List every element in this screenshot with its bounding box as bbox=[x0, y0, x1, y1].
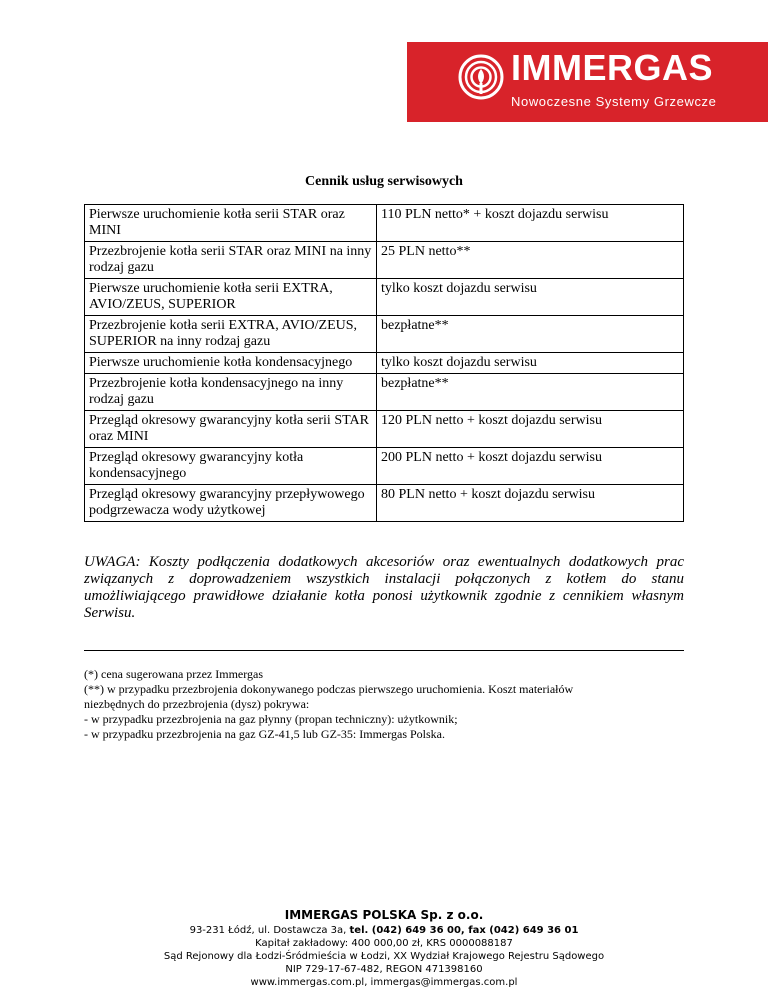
table-row bbox=[85, 411, 684, 448]
table-row bbox=[85, 316, 684, 353]
service-cell: Pierwsze uruchomienie kotła serii STAR oraz MINI bbox=[85, 205, 377, 242]
service-cell: Przezbrojenie kotła serii STAR oraz MINI na inny rodzaj gazu bbox=[85, 242, 377, 279]
footer-address: 93-231 Łódź, ul. Dostawcza 3a, bbox=[189, 925, 350, 936]
flame-logo-icon bbox=[457, 53, 505, 101]
brand-name: IMMERGAS bbox=[511, 47, 713, 88]
table-row bbox=[85, 448, 684, 485]
service-cell: Przegląd okresowy gwarancyjny kotła serii STAR oraz MINI bbox=[85, 411, 377, 448]
price-table bbox=[84, 204, 684, 522]
footer-address-line bbox=[0, 924, 768, 937]
price-cell: 200 PLN netto + koszt dojazdu serwisu bbox=[377, 448, 684, 485]
service-cell: Przegląd okresowy gwarancyjny kotła kondensacyjnego bbox=[85, 448, 377, 485]
table-row bbox=[85, 353, 684, 374]
table-row bbox=[85, 205, 684, 242]
divider-line bbox=[84, 650, 684, 651]
footer-web: www.immergas.com.pl, immergas@immergas.com.pl bbox=[250, 977, 518, 988]
service-cell: Pierwsze uruchomienie kotła kondensacyjnego bbox=[85, 353, 377, 374]
footer-tax-ids: NIP 729-17-67-482, REGON 471398160 bbox=[285, 964, 483, 975]
table-row bbox=[85, 374, 684, 411]
price-cell: 80 PLN netto + koszt dojazdu serwisu bbox=[377, 485, 684, 522]
footer-company-name: IMMERGAS POLSKA Sp. z o.o. bbox=[284, 908, 484, 922]
footer-phone-fax: tel. (042) 649 36 00, fax (042) 649 36 01 bbox=[349, 925, 579, 936]
price-cell: 110 PLN netto* + koszt dojazdu serwisu bbox=[377, 205, 684, 242]
service-cell: Przegląd okresowy gwarancyjny przepływowego podgrzewacza wody użytkowej bbox=[85, 485, 377, 522]
price-cell: bezpłatne** bbox=[377, 316, 684, 353]
warning-note: UWAGA: Koszty podłączenia dodatkowych akcesoriów oraz ewentualnych dodatkowych prac związanych z doprowadzeniem wszystkich instalacji połączonych z kotłem do stanu umożliwiającego prawidłowe działanie kotła ponosi użytkownik zgodnie z cennikiem własnym Serwisu. bbox=[84, 554, 684, 621]
service-cell: Przezbrojenie kotła kondensacyjnego na inny rodzaj gazu bbox=[85, 374, 377, 411]
service-cell: Pierwsze uruchomienie kotła serii EXTRA, AVIO/ZEUS, SUPERIOR bbox=[85, 279, 377, 316]
footer-court: Sąd Rejonowy dla Łodzi-Śródmieścia w Łodzi, XX Wydział Krajowego Rejestru Sądowego bbox=[163, 951, 605, 962]
footnote-line: (**) w przypadku przezbrojenia dokonywanego podczas pierwszego uruchomienia. Koszt materiałów bbox=[84, 682, 574, 696]
table-row bbox=[85, 242, 684, 279]
immergas-logo-banner bbox=[407, 42, 768, 122]
footnote-line: - w przypadku przezbrojenia na gaz płynny (propan techniczny): użytkownik; bbox=[84, 712, 458, 726]
footnote-line: (*) cena sugerowana przez Immergas bbox=[84, 667, 264, 681]
service-cell: Przezbrojenie kotła serii EXTRA, AVIO/ZEUS, SUPERIOR na inny rodzaj gazu bbox=[85, 316, 377, 353]
brand-tagline: Nowoczesne Systemy Grzewcze bbox=[511, 94, 717, 109]
company-footer bbox=[0, 907, 768, 989]
price-cell: bezpłatne** bbox=[377, 374, 684, 411]
table-row bbox=[85, 279, 684, 316]
price-cell: 120 PLN netto + koszt dojazdu serwisu bbox=[377, 411, 684, 448]
footnote-line: - w przypadku przezbrojenia na gaz GZ-41,5 lub GZ-35: Immergas Polska. bbox=[84, 727, 446, 741]
table-row bbox=[85, 485, 684, 522]
price-cell: tylko koszt dojazdu serwisu bbox=[377, 353, 684, 374]
price-cell: 25 PLN netto** bbox=[377, 242, 684, 279]
price-cell: tylko koszt dojazdu serwisu bbox=[377, 279, 684, 316]
footer-capital: Kapitał zakładowy: 400 000,00 zł, KRS 0000088187 bbox=[255, 938, 513, 949]
footnote-line: niezbędnych do przezbrojenia (dysz) pokrywa: bbox=[84, 697, 310, 711]
footnotes bbox=[84, 667, 684, 742]
document-title: Cennik usług serwisowych bbox=[305, 174, 463, 189]
